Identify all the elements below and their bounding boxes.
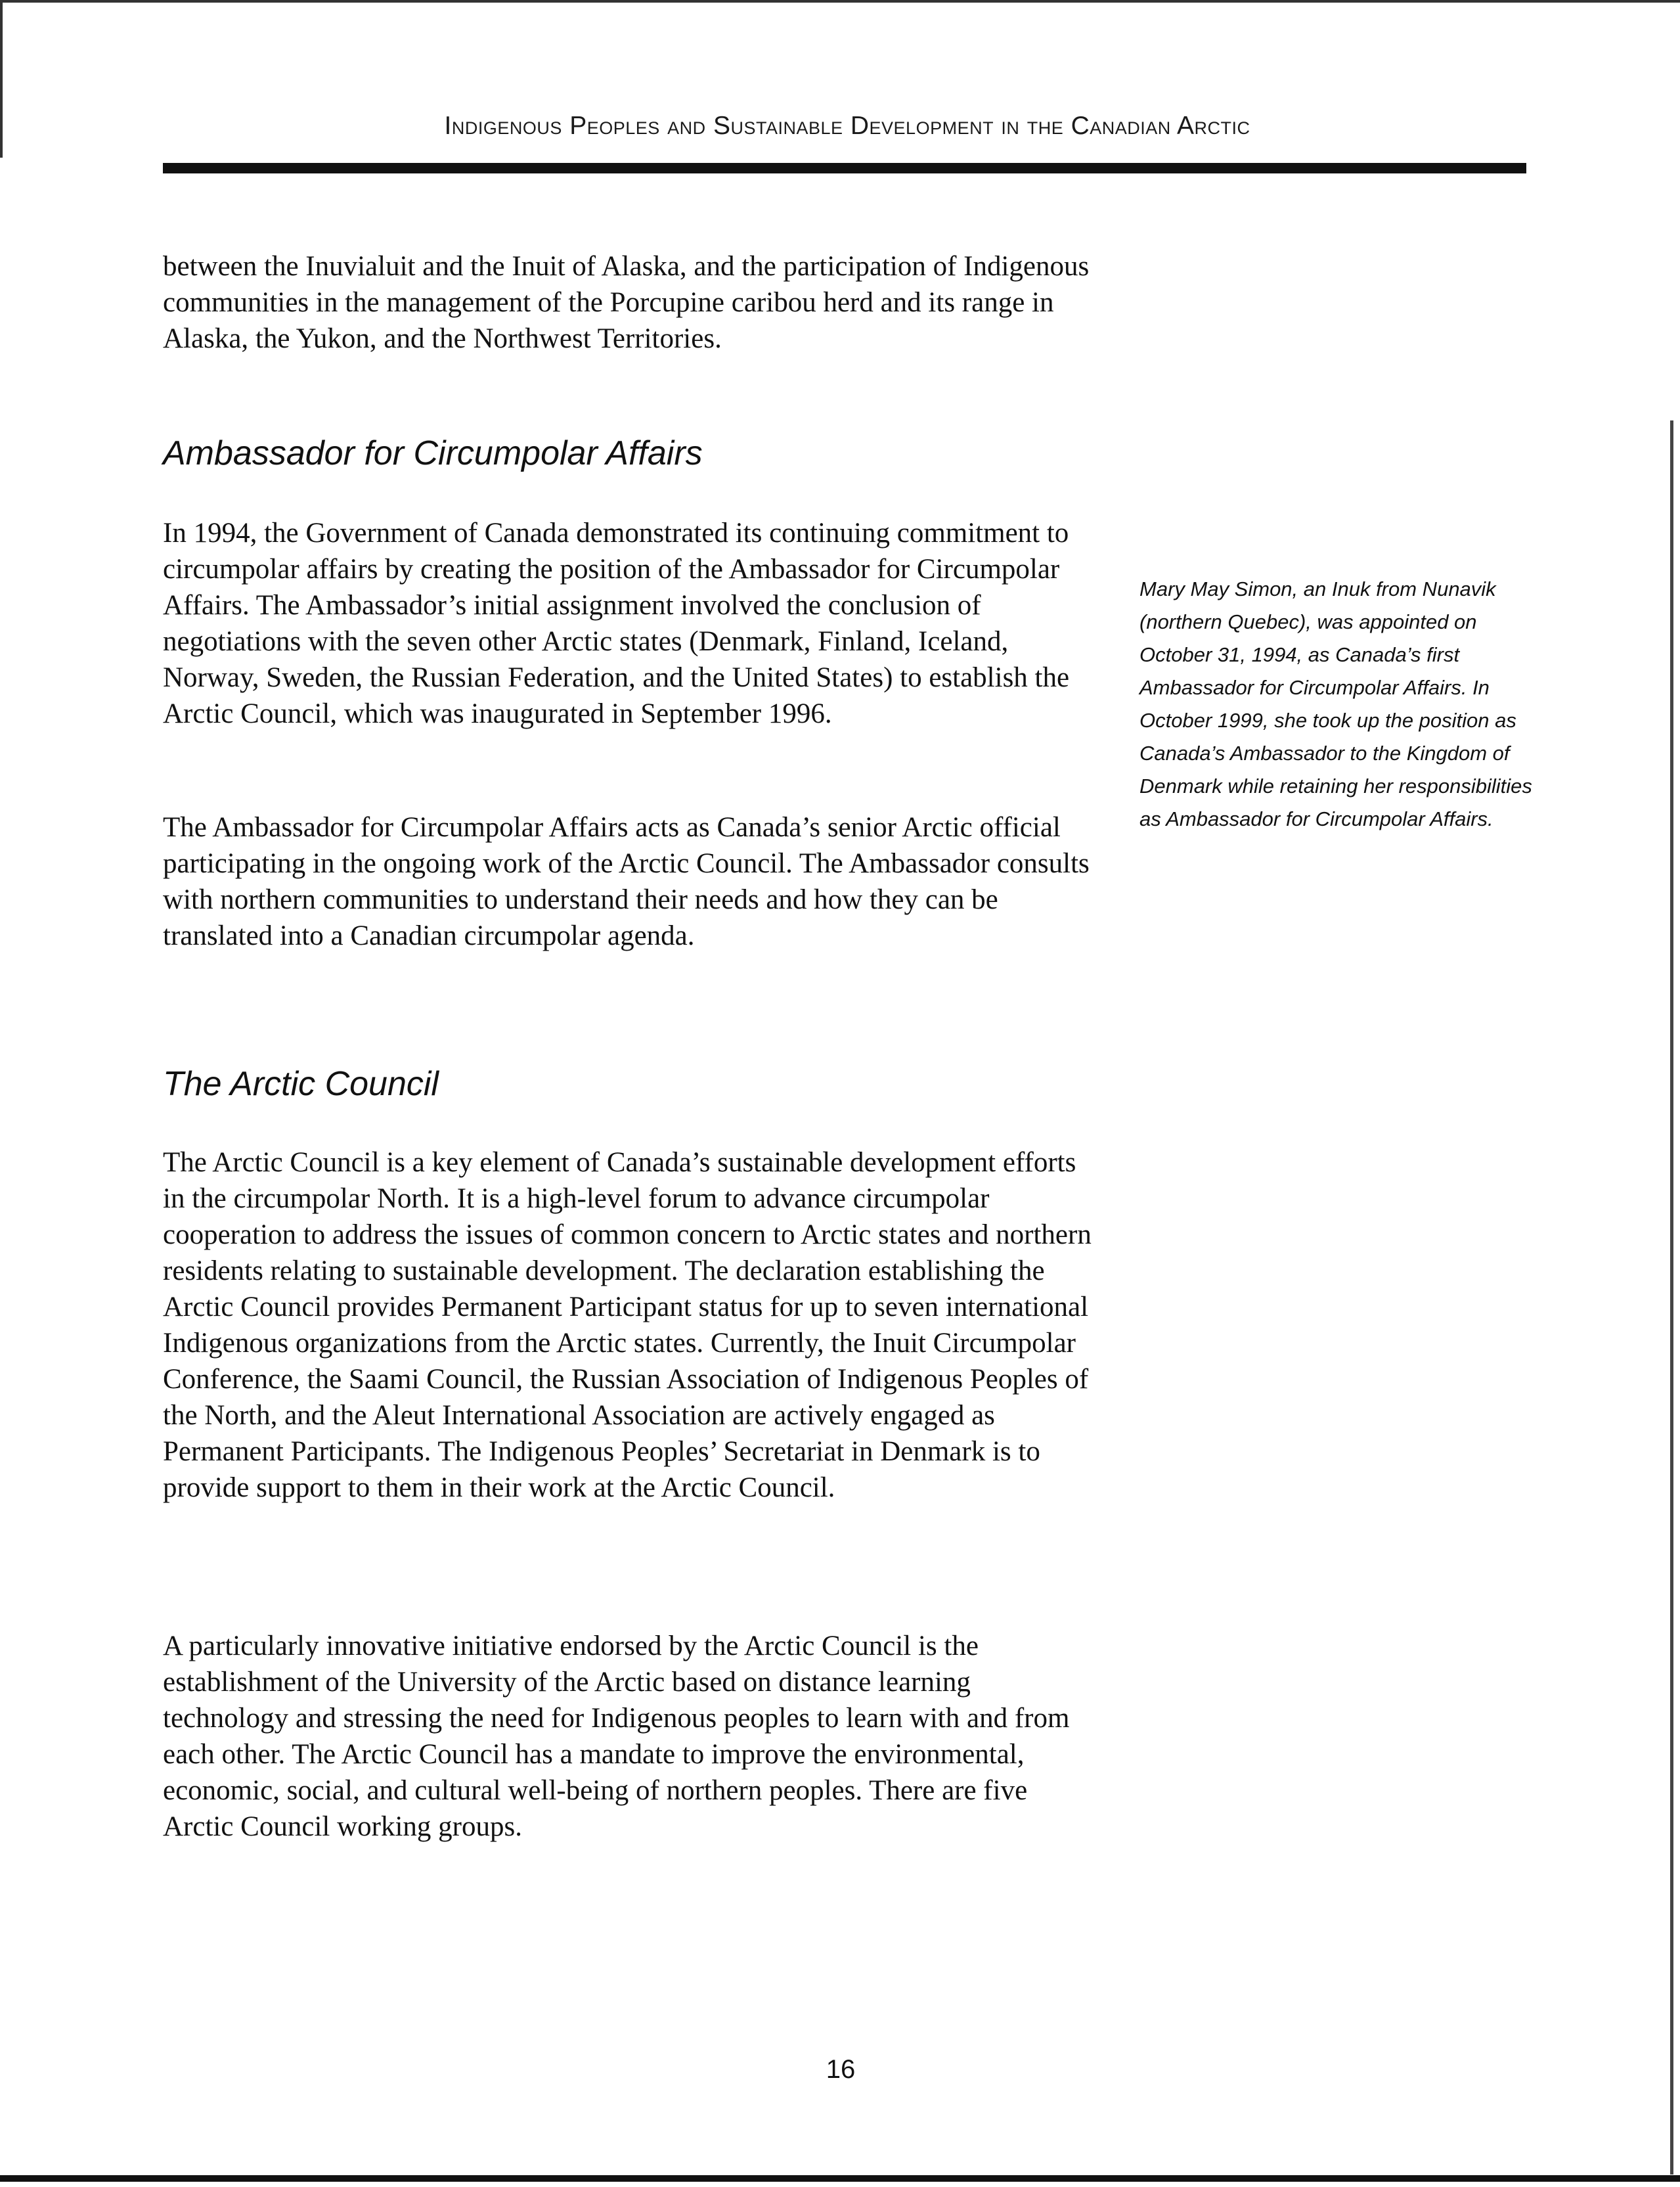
running-header: Indigenous Peoples and Sustainable Development in the Canadian Arctic [444, 112, 1250, 140]
intro-paragraph-block [163, 248, 1095, 357]
scan-border-top [0, 0, 1680, 3]
section-heading-arctic-council: The Arctic Council [163, 1065, 439, 1103]
sidebar-note: Mary May Simon, an Inuk from Nunavik (northern Quebec), was appointed on October 31, 1994, as Canada’s first Ambassador for Circumpolar Affairs. In October 1999, she took up the position as Canada’s Ambassador to the Kingdom of Denmark while retaining her responsibilities as Ambassador for Circumpolar Affairs. [1139, 577, 1532, 830]
header-rule [163, 163, 1526, 173]
ambassador-paragraph-1-block [163, 515, 1095, 732]
section-heading-ambassador: Ambassador for Circumpolar Affairs [163, 434, 703, 472]
ambassador-paragraph-2: The Ambassador for Circumpolar Affairs acts as Canada’s senior Arctic official participating in the ongoing work of the Arctic Council. The Ambassador consults with northern communities to understand their needs and how they can be translated into a Canadian circumpolar agenda. [163, 812, 1090, 951]
scan-border-left [0, 0, 3, 158]
council-paragraph-2-block [163, 1628, 1095, 1845]
intro-paragraph: between the Inuvialuit and the Inuit of Alaska, and the participation of Indigenous communities in the management of the Porcupine caribou herd and its range in Alaska, the Yukon, and the Northwest Territories. [163, 251, 1090, 354]
ambassador-paragraph-1: In 1994, the Government of Canada demonstrated its continuing commitment to circumpolar affairs by creating the position of the Ambassador for Circumpolar Affairs. The Ambassador’s initial assignment involved the conclusion of negotiations with the seven other Arctic states (Denmark, Finland, Iceland, Norway, Sweden, the Russian Federation, and the United States) to establish the Arctic Council, which was inaugurated in September 1996. [163, 518, 1070, 729]
council-paragraph-2: A particularly innovative initiative endorsed by the Arctic Council is the establishment of the University of the Arctic based on distance learning technology and stressing the need for Indigenous peoples to learn with and from each other. The Arctic Council has a mandate to improve the environmental, economic, social, and cultural well-being of northern peoples. There are five Arctic Council working groups. [163, 1631, 1070, 1842]
scan-border-right [1670, 420, 1673, 2175]
scan-border-bottom [0, 2175, 1680, 2182]
council-paragraph-1: The Arctic Council is a key element of Canada’s sustainable development efforts in the circumpolar North. It is a high-level forum to advance circumpolar cooperation to address the issues of common concern to Arctic states and northern residents relating to sustainable development. The declaration establishing the Arctic Council provides Permanent Participant status for up to seven international Indigenous organizations from the Arctic states. Currently, the Inuit Circumpolar Conference, the Saami Council, the Russian Association of Indigenous Peoples of the North, and the Aleut International Association are actively engaged as Permanent Participants. The Indigenous Peoples’ Secretariat in Denmark is to provide support to them in their work at the Arctic Council. [163, 1147, 1092, 1503]
ambassador-paragraph-2-block [163, 809, 1095, 954]
council-paragraph-1-block [163, 1144, 1095, 1506]
page-number: 16 [826, 2055, 856, 2084]
